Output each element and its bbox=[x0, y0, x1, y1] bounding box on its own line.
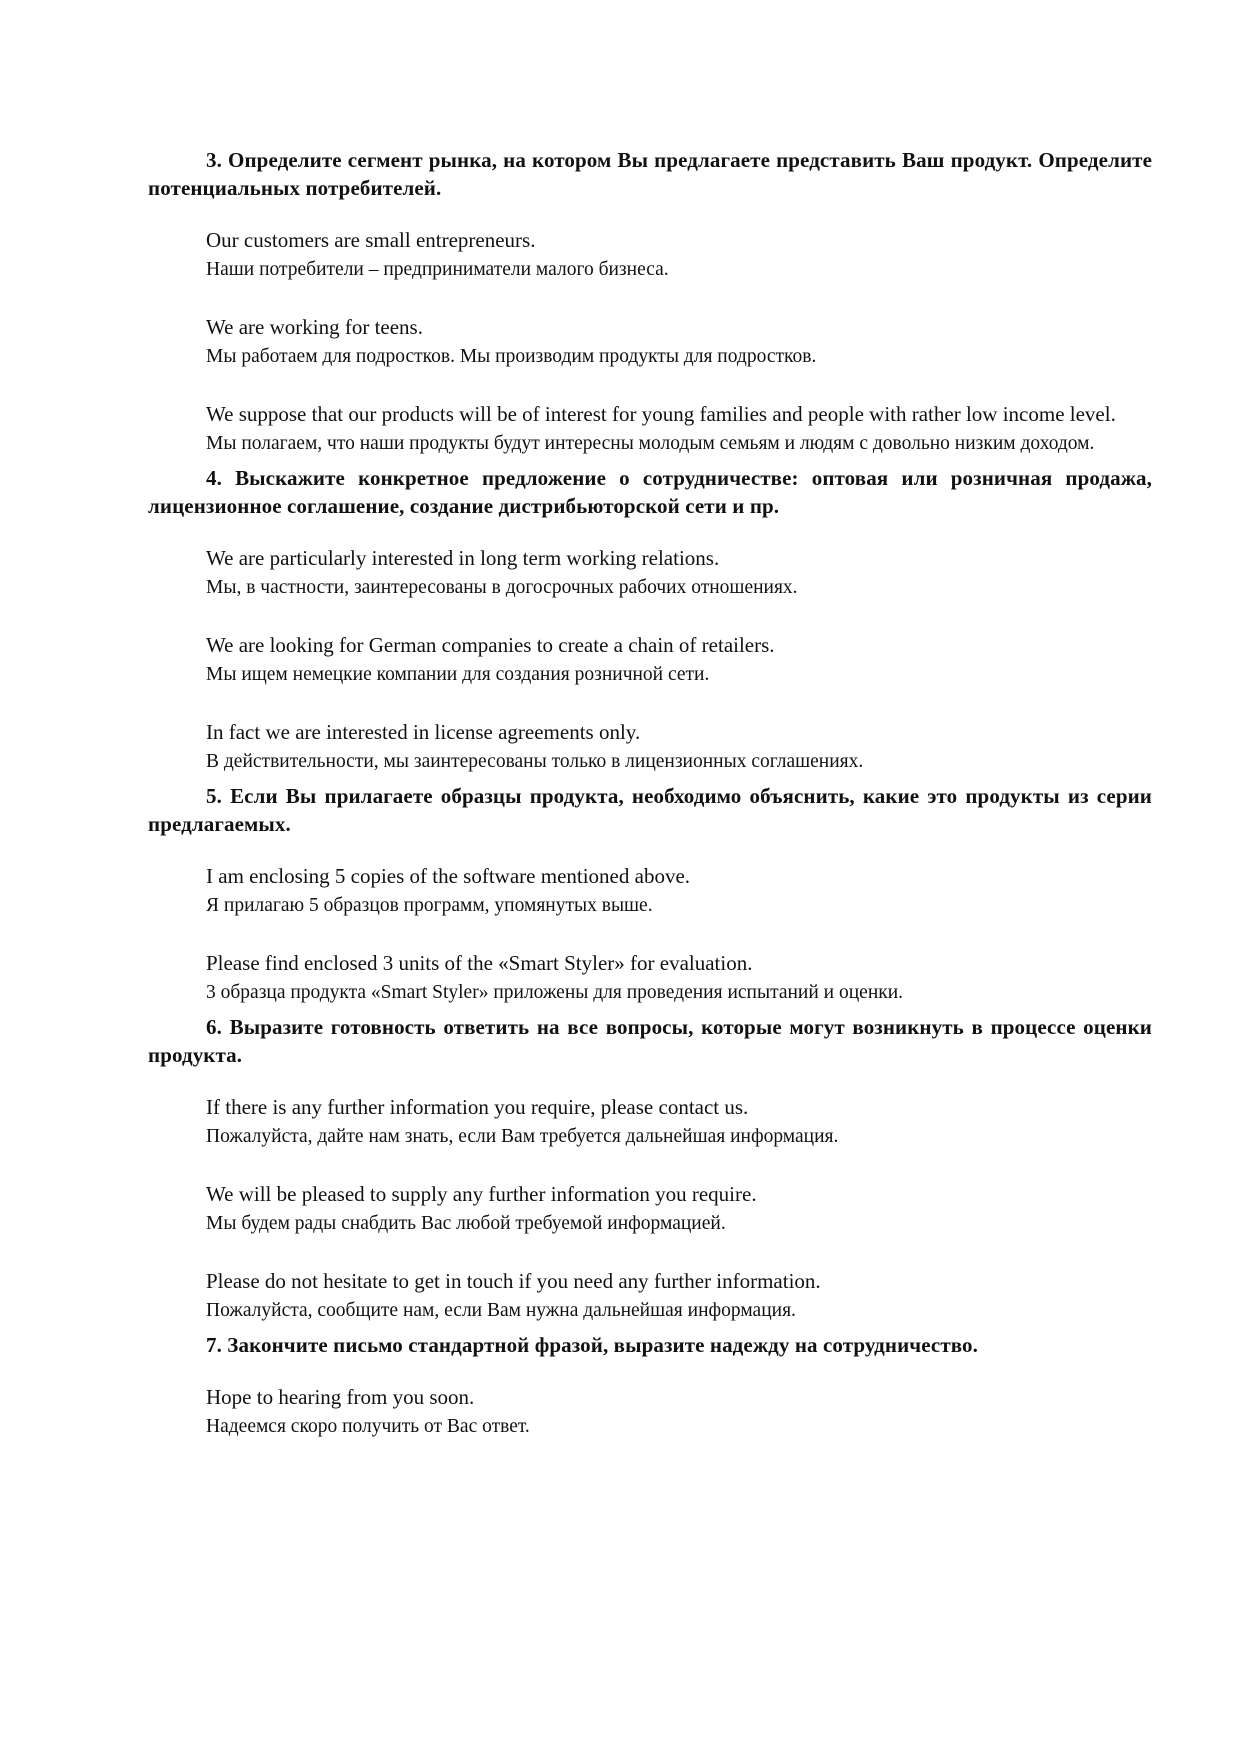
phrase-pair bbox=[148, 1267, 1152, 1325]
russian-translation: Мы, в частности, заинтересованы в догосрочных рабочих отношениях. bbox=[206, 577, 798, 598]
russian-translation: 3 образца продукта «Smart Styler» приложены для проведения испытаний и оценки. bbox=[206, 982, 904, 1003]
russian-translation: Мы ищем немецкие компании для создания розничной сети. bbox=[206, 664, 710, 685]
section-3 bbox=[148, 146, 1152, 458]
section-heading: 6. Выразите готовность ответить на все вопросы, которые могут возникнуть в процессе оценки продукта. bbox=[148, 1015, 1152, 1067]
phrase-pair bbox=[148, 1180, 1152, 1238]
russian-translation: Мы работаем для подростков. Мы производим продукты для подростков. bbox=[206, 346, 817, 367]
russian-translation: Пожалуйста, дайте нам знать, если Вам требуется дальнейшая информация. bbox=[206, 1126, 839, 1147]
phrase-pair bbox=[148, 862, 1152, 920]
phrase-pair bbox=[148, 544, 1152, 602]
english-phrase: Please find enclosed 3 units of the «Smart Styler» for evaluation. bbox=[206, 951, 753, 975]
section-heading: 7. Закончите письмо стандартной фразой, выразите надежду на сотрудничество. bbox=[206, 1333, 978, 1357]
english-phrase: If there is any further information you require, please contact us. bbox=[206, 1095, 749, 1119]
english-phrase: Hope to hearing from you soon. bbox=[206, 1385, 475, 1409]
phrase-pair bbox=[148, 631, 1152, 689]
section-7 bbox=[148, 1331, 1152, 1441]
russian-translation: В действительности, мы заинтересованы только в лицензионных соглашениях. bbox=[206, 751, 864, 772]
document-page bbox=[148, 146, 1152, 1441]
english-phrase: I am enclosing 5 copies of the software mentioned above. bbox=[206, 864, 691, 888]
section-5 bbox=[148, 782, 1152, 1007]
russian-translation: Надеемся скоро получить от Вас ответ. bbox=[206, 1416, 530, 1437]
english-phrase: In fact we are interested in license agreements only. bbox=[206, 720, 641, 744]
section-heading: 5. Если Вы прилагаете образцы продукта, необходимо объяснить, какие это продукты из серии предлагаемых. bbox=[148, 784, 1152, 836]
english-phrase: We suppose that our products will be of interest for young families and people with rather low income level. bbox=[206, 402, 1116, 426]
russian-translation: Мы будем рады снабдить Вас любой требуемой информацией. bbox=[206, 1213, 726, 1234]
phrase-pair bbox=[148, 313, 1152, 371]
phrase-pair bbox=[148, 1383, 1152, 1441]
english-phrase: We are particularly interested in long term working relations. bbox=[206, 546, 720, 570]
phrase-pair bbox=[148, 1093, 1152, 1151]
phrase-pair bbox=[148, 949, 1152, 1007]
section-heading: 3. Определите сегмент рынка, на котором Вы предлагаете представить Ваш продукт. Определите потенциальных потребителей. bbox=[148, 148, 1152, 200]
phrase-pair bbox=[148, 400, 1152, 458]
phrase-pair bbox=[148, 718, 1152, 776]
russian-translation: Я прилагаю 5 образцов программ, упомянутых выше. bbox=[206, 895, 653, 916]
english-phrase: We are working for teens. bbox=[206, 315, 423, 339]
english-phrase: Please do not hesitate to get in touch if you need any further information. bbox=[206, 1269, 821, 1293]
section-6 bbox=[148, 1013, 1152, 1325]
russian-translation: Наши потребители – предприниматели малого бизнеса. bbox=[206, 259, 669, 280]
section-heading: 4. Выскажите конкретное предложение о сотрудничестве: оптовая или розничная продажа, лицензионное соглашение, создание дистрибьюторской сети и пр. bbox=[148, 466, 1152, 518]
english-phrase: We will be pleased to supply any further information you require. bbox=[206, 1182, 757, 1206]
russian-translation: Мы полагаем, что наши продукты будут интересны молодым семьям и людям с довольно низким доходом. bbox=[206, 433, 1095, 454]
phrase-pair bbox=[148, 226, 1152, 284]
english-phrase: Our customers are small entrepreneurs. bbox=[206, 228, 536, 252]
english-phrase: We are looking for German companies to create a chain of retailers. bbox=[206, 633, 775, 657]
russian-translation: Пожалуйста, сообщите нам, если Вам нужна дальнейшая информация. bbox=[206, 1300, 796, 1321]
section-4 bbox=[148, 464, 1152, 776]
